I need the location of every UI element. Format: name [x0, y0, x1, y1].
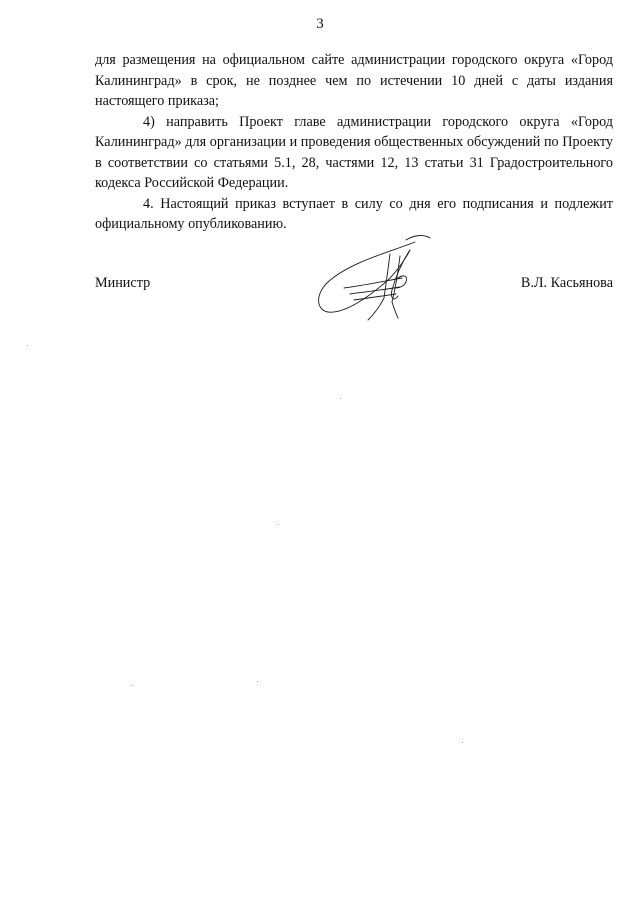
signer-name: В.Л. Касьянова — [520, 275, 613, 291]
paragraph-continuation: для размещения на официальном сайте администрации городского округа «Город Калининград» в срок, не позднее чем по истечении 10 дней с даты издания настоящего приказа; — [95, 52, 613, 109]
scan-speck — [340, 398, 341, 399]
scan-speck — [27, 345, 28, 346]
handwritten-signature-icon — [310, 232, 440, 324]
page-number: 3 — [316, 16, 324, 32]
document-body — [95, 50, 613, 235]
paragraph-point-4: 4. Настоящий приказ вступает в силу со дня его подписания и подлежит официальному опубликованию. — [95, 195, 613, 232]
scan-speck — [278, 524, 279, 525]
signer-title: Министр — [95, 275, 151, 291]
paragraph-item-4: 4) направить Проект главе администрации городского округа «Город Калининград» для организации и проведения общественных обсуждений по Проекту в соответствии со статьями 5.1, 28, частями 12, 13 статьи 31 Градостроительного кодекса Российской Федерации. — [95, 113, 613, 191]
scan-speck — [257, 681, 258, 682]
scan-speck — [462, 742, 463, 743]
scan-speck — [131, 685, 132, 686]
